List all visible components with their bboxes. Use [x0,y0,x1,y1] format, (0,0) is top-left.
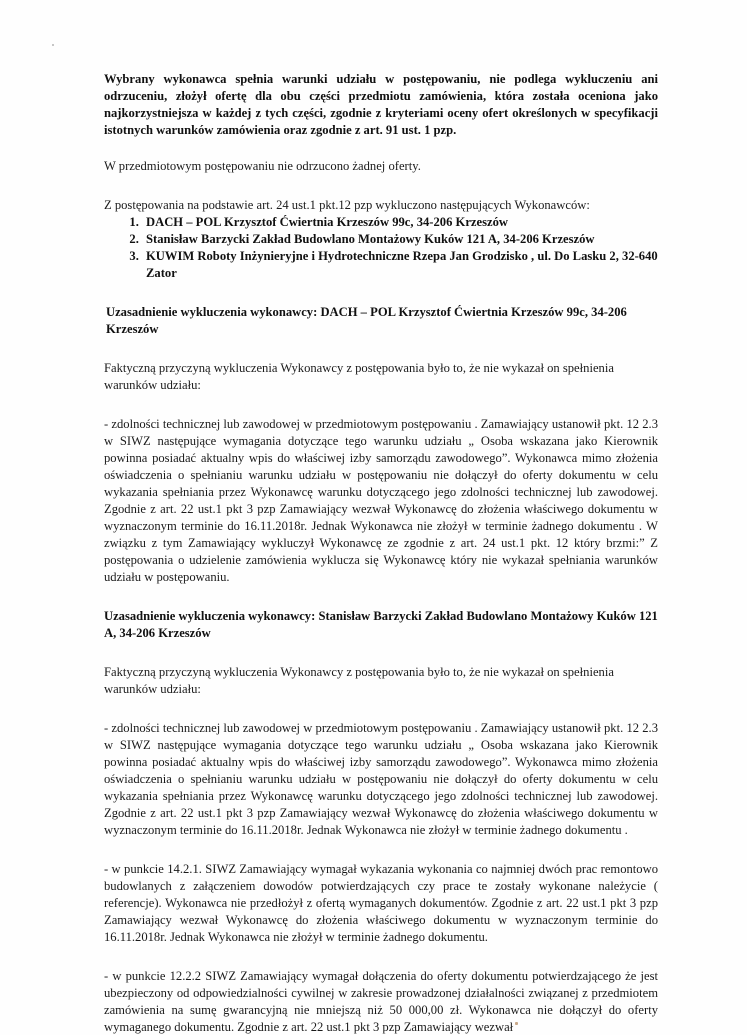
excluded-contractor-item: 3. KUWIM Roboty Inżynieryjne i Hydrotechniczne Rzepa Jan Grodzisko , ul. Do Lasku 2, 32-640 Zator [142,248,658,282]
section1-heading: Uzasadnienie wykluczenia wykonawcy: DACH – POL Krzysztof Ćwiertnia Krzeszów 99c, 34-206 Krzeszów [106,305,627,336]
excluded-contractor-item: 1. DACH – POL Krzysztof Ćwiertnia Krzeszów 99c, 34-206 Krzeszów [142,214,658,231]
section2-detail-1: - zdolności technicznej lub zawodowej w przedmiotowym postępowaniu . Zamawiający ustanowił pkt. 12 2.3 w SIWZ następujące wymagania dotyczące tego warunku udziału „ Osoba wskazana jako Kierownik powinna posiadać aktualny wpis do właściwej izby samorządu zawodowego”. Wykonawca mimo złożenia oświadczenia o spełnianiu warunku udziału w postępowaniu nie dołączył do oferty dokumentu w celu wykazania spełniania przez Wykonawcę warunku dotyczącego jego zdolności technicznej lub zawodowej. Zgodnie z art. 22 ust.1 pkt 3 pzp Zamawiający wezwał Wykonawcę do złożenia właściwego dokumentu w wyznaczonym terminie do 16.11.2018r. Jednak Wykonawca nie złożył w terminie żadnego dokumentu . [104,721,658,837]
section2-reason: Faktyczną przyczyną wykluczenia Wykonawcy z postępowania było to, że nie wykazał on spełnienia warunków udziału: [104,665,614,696]
section1-detail: - zdolności technicznej lub zawodowej w przedmiotowym postępowaniu . Zamawiający ustanowił pkt. 12 2.3 w SIWZ następujące wymagania dotyczące tego warunku udziału „ Osoba wskazana jako Kierownik powinna posiadać aktualny wpis do właściwej izby samorządu zawodowego”. Wykonawca mimo złożenia oświadczenia o spełnianiu warunku udziału w postępowaniu nie dołączył do oferty dokumentu w celu wykazania spełniania przez Wykonawcę warunku dotyczącego jego zdolności technicznej lub zawodowej. Zgodnie z art. 22 ust.1 pkt 3 pzp Zamawiający wezwał Wykonawcę do złożenia właściwego dokumentu w wyznaczonym terminie do 16.11.2018r. Jednak Wykonawca nie złożył w terminie żadnego dokumentu . W związku z tym Zamawiający wykluczył Wykonawcę ze zgodnie z art. 24 ust.1 pkt. 12 który brzmi:” Z postępowania o udzielenie zamówienia wyklucza się Wykonawcę który nie wykazał spełniania warunków udziału w postępowaniu. [104,417,658,584]
section2-heading: Uzasadnienie wykluczenia wykonawcy: Stanisław Barzycki Zakład Budowlano Montażowy Kuków 121 A, 34-206 Krzeszów [104,609,658,640]
section1-reason: Faktyczną przyczyną wykluczenia Wykonawcy z postępowania było to, że nie wykazał on spełnienia warunków udziału: [104,361,614,392]
section2-detail-2: - w punkcie 14.2.1. SIWZ Zamawiający wymagał wykazania wykonania co najmniej dwóch prac remontowo budowlanych z załączeniem dowodów potwierdzających czy prace te zostały wykonane należycie ( referencje). Wykonawca nie przedłożył z ofertą wymaganych dokumentów. Zgodnie z art. 22 ust.1 pkt 3 pzp Zamawiający wezwał Wykonawcę do złożenia właściwego dokumentu w wyznaczonym terminie do 16.11.2018r. Jednak Wykonawca nie złożył w terminie żadnego dokumentu. [104,862,658,944]
section2-detail-3: - w punkcie 12.2.2 SIWZ Zamawiający wymagał dołączenia do oferty dokumentu potwierdzającego że jest ubezpieczony od odpowiedzialności cywilnej w zakresie prowadzonej działalności związanej z przedmiotem zamówienia na sumę gwarancyjną nie mniejszą niż 50 000,00 zł. Wykonawca nie dołączył do oferty wymaganego dokumentu. Zgodnie z art. 22 ust.1 pkt 3 pzp Zamawiający wezwał [104,969,658,1034]
scan-speck [52,44,54,46]
no-rejection-text: W przedmiotowym postępowaniu nie odrzucono żadnej oferty. [104,159,421,173]
excluded-contractors-list [104,214,658,282]
summary-paragraph: Wybrany wykonawca spełnia warunki udziału w postępowaniu, nie podlega wykluczeniu ani odrzuceniu, złożył ofertę dla obu części przedmiotu zamówienia, która została oceniona jako najkorzystniejsza w każdej z tych części, zgodnie z kryteriami oceny ofert określonych w specyfikacji istotnych warunków zamówienia oraz zgodnie z art. 91 ust. 1 pzp. [104,72,658,137]
exclusion-intro: Z postępowania na podstawie art. 24 ust.1 pkt.12 pzp wykluczono następujących Wykonawców: [104,198,590,212]
document-body [104,71,658,1036]
excluded-contractor-item: 2. Stanisław Barzycki Zakład Budowlano Montażowy Kuków 121 A, 34-206 Krzeszów [142,231,658,248]
